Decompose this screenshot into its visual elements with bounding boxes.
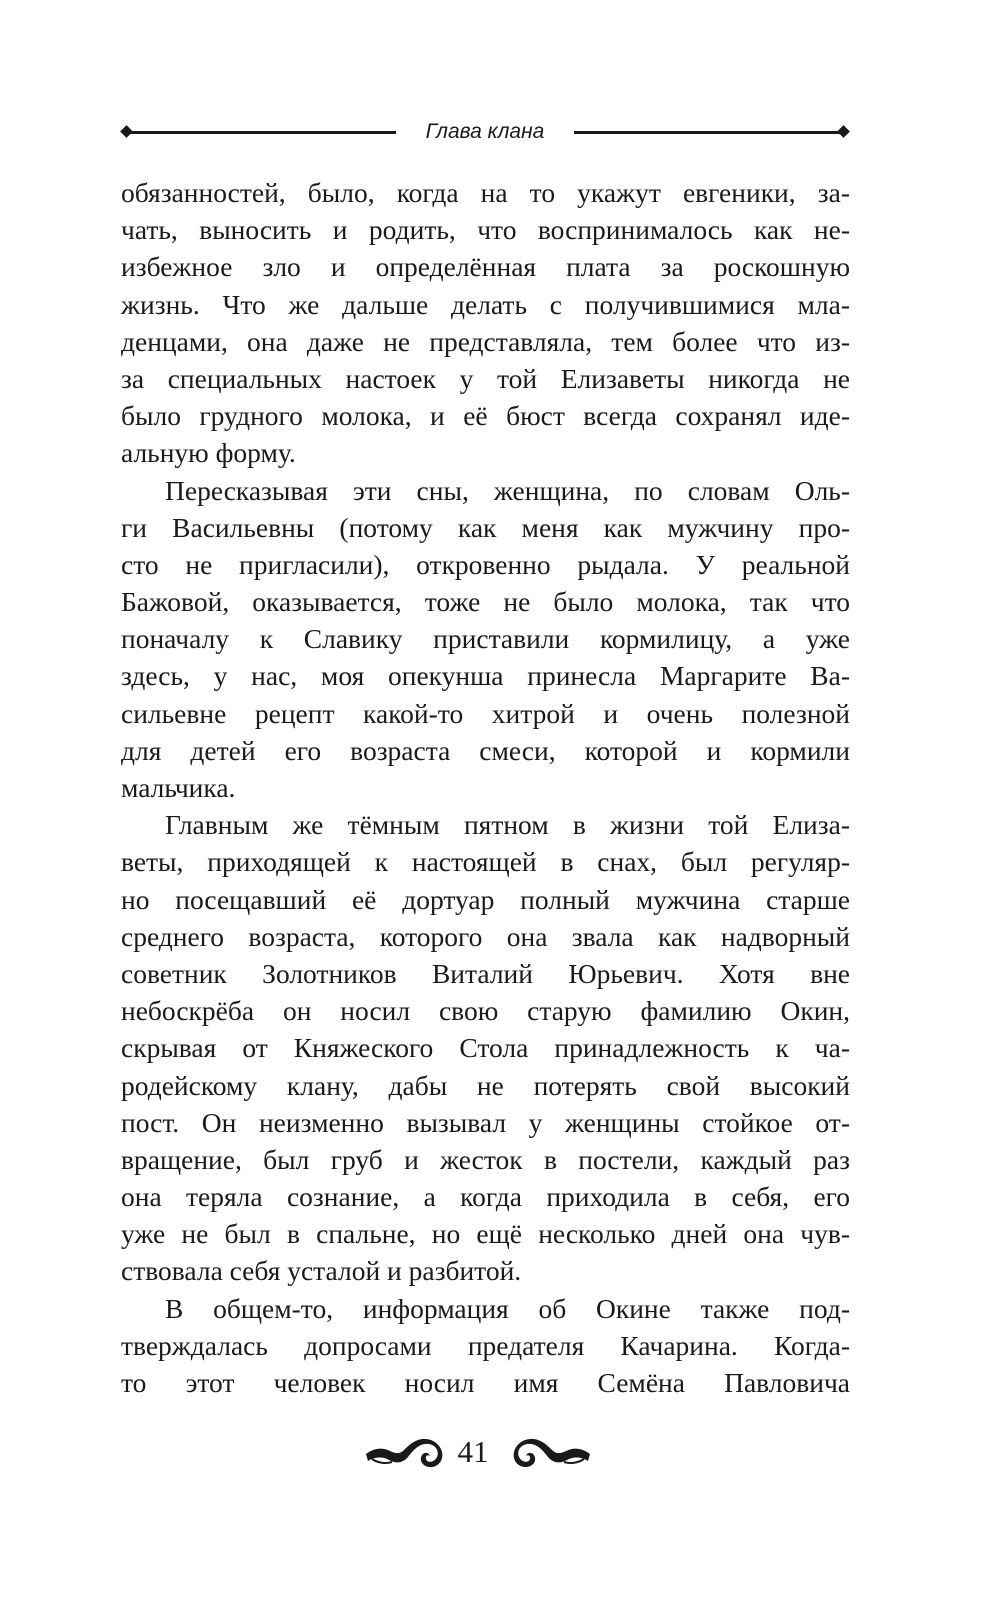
text-line: то этот человек носил имя Семёна Павловича	[121, 1367, 850, 1398]
text-line: было грудного молока, и её бюст всегда сохранял иде-	[121, 400, 850, 432]
text-line: ствовала себя усталой и разбитой.	[121, 1255, 522, 1287]
text-line: но посещавший её дортуар полный мужчина старше	[121, 883, 850, 915]
text-line: ги Васильевны (потому как меня как мужчину про-	[121, 511, 850, 543]
text-line: тверждалась допросами предателя Качарина. Когда-	[121, 1329, 850, 1361]
text-line: среднего возраста, которого она звала как надворный	[121, 920, 850, 952]
page-number: 41	[457, 1434, 489, 1469]
text-line: денцами, она даже не представляла, тем более что из-	[121, 325, 850, 357]
text-line: обязанностей, было, когда на то укажут евгеники, за-	[121, 177, 850, 208]
page-folio	[0, 1428, 1000, 1478]
text-line: советник Золотников Виталий Юрьевич. Хотя вне	[121, 957, 850, 989]
text-line: жизнь. Что же дальше делать с получившимися мла-	[121, 288, 850, 320]
text-line: уже не был в спальне, но ещё несколько дней она чув-	[121, 1218, 850, 1250]
header-rule-right	[574, 131, 840, 134]
text-line: Главным же тёмным пятном в жизни той Елиза-	[165, 809, 850, 841]
text-line: сто не пригласили), откровенно рыдала. У реальной	[121, 548, 850, 580]
text-line: скрывая от Княжеского Стола принадлежность к ча-	[121, 1032, 850, 1064]
text-line: Пересказывая эти сны, женщина, по словам Оль-	[165, 474, 850, 506]
scroll-ornament-icon	[364, 1430, 450, 1474]
text-line: веты, приходящей к настоящей в снах, был регуляр-	[121, 846, 850, 878]
chapter-title: Глава клана	[425, 120, 545, 143]
text-line: пост. Он неизменно вызывал у женщины стойкое от-	[121, 1106, 850, 1138]
running-header	[120, 118, 850, 148]
scroll-ornament-icon	[506, 1430, 592, 1474]
text-line: В общем-то, информация об Окине также под-	[165, 1292, 850, 1324]
text-line: Бажовой, оказывается, тоже не было молока, так что	[121, 586, 850, 618]
body-text	[121, 174, 850, 1401]
text-line: чать, выносить и родить, что воспринималось как не-	[121, 214, 850, 246]
text-line: альную форму.	[121, 437, 296, 469]
text-line: для детей его возраста смеси, которой и кормили	[121, 734, 850, 766]
text-line: здесь, у нас, моя опекунша принесла Маргарите Ва-	[121, 660, 850, 692]
text-line: сильевне рецепт какой-то хитрой и очень полезной	[121, 697, 850, 729]
text-line: небоскрёба он носил свою старую фамилию Окин,	[121, 995, 850, 1027]
text-line: мальчика.	[121, 772, 236, 803]
text-line: за специальных настоек у той Елизаветы никогда не	[121, 362, 850, 394]
text-line: вращение, был груб и жесток в постели, каждый раз	[121, 1143, 850, 1175]
text-line: она теряла сознание, а когда приходила в себя, его	[121, 1181, 850, 1213]
text-line: избежное зло и определённая плата за роскошную	[121, 251, 850, 283]
text-line: поначалу к Славику приставили кормилицу, а уже	[121, 623, 850, 655]
text-line: родейскому клану, дабы не потерять свой высокий	[121, 1069, 850, 1101]
